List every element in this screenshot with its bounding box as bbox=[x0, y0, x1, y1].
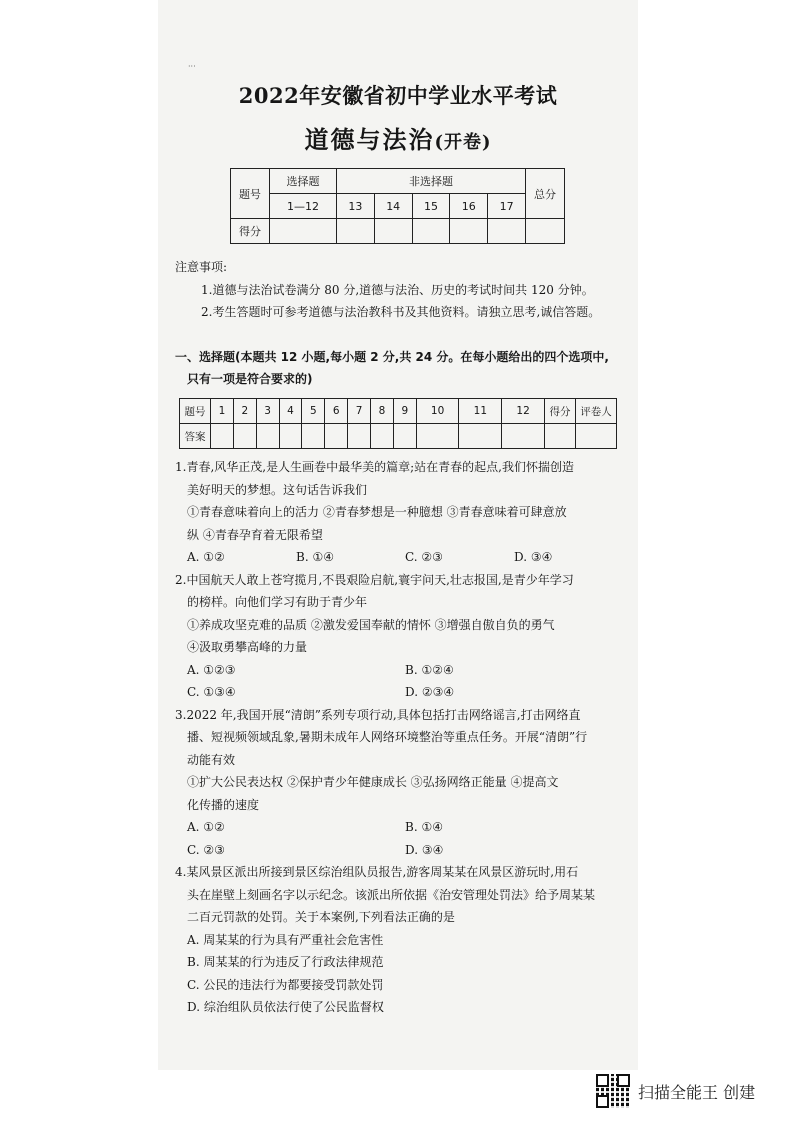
question-4 bbox=[175, 861, 623, 1019]
question-stem: 二百元罚款的处罚。关于本案例,下列看法正确的是 bbox=[187, 910, 455, 924]
score-cell bbox=[337, 219, 375, 244]
question-statements: ①青春意味着向上的活力 ②青春梦想是一种臆想 ③青春意味着可肆意放 bbox=[187, 505, 567, 519]
score-num: 13 bbox=[337, 194, 375, 219]
answer-num: 12 bbox=[502, 399, 545, 424]
answer-num: 10 bbox=[416, 399, 459, 424]
answer-cell bbox=[459, 424, 502, 449]
score-cell bbox=[412, 219, 450, 244]
answer-num: 6 bbox=[325, 399, 348, 424]
notes bbox=[175, 256, 623, 324]
note-item: 2.考生答题时可参考道德与法治教科书及其他资料。请独立思考,诚信答题。 bbox=[201, 305, 601, 319]
watermark-text: 扫描全能王 创建 bbox=[638, 1083, 756, 1102]
option-b: B. 周某某的行为违反了行政法律规范 bbox=[187, 955, 384, 969]
score-num: 14 bbox=[374, 194, 412, 219]
score-range: 1—12 bbox=[270, 194, 337, 219]
question-stem: 2.中国航天人敢上苍穹揽月,不畏艰险启航,寰宇问天,壮志报国,是青少年学习 bbox=[175, 572, 574, 587]
subject-note: (开卷) bbox=[434, 132, 492, 153]
question-options bbox=[175, 681, 623, 704]
score-cell bbox=[270, 219, 337, 244]
question-statements: 纵 ④青春孕育着无限希望 bbox=[187, 527, 323, 542]
answer-cell bbox=[325, 424, 348, 449]
answer-num: 4 bbox=[279, 399, 302, 424]
option-a: A. ①② bbox=[187, 550, 225, 564]
answer-header-defen: 得分 bbox=[545, 399, 576, 424]
option-c: C. ②③ bbox=[187, 842, 225, 857]
question-stem: 的榜样。向他们学习有助于青少年 bbox=[187, 595, 368, 609]
option-a: A. 周某某的行为具有严重社会危害性 bbox=[187, 932, 384, 947]
question-statements: ①养成攻坚克难的品质 ②激发爱国奉献的情怀 ③增强自傲自负的勇气 bbox=[187, 617, 555, 632]
exam-title: 2022年安徽省初中学业水平考试 bbox=[238, 83, 558, 108]
answer-cell bbox=[545, 424, 576, 449]
option-d: D. ②③④ bbox=[405, 685, 455, 699]
answer-cell bbox=[393, 424, 416, 449]
question-options bbox=[175, 659, 623, 682]
score-header-tihao: 题号 bbox=[231, 169, 270, 219]
answer-cell bbox=[256, 424, 279, 449]
score-cell bbox=[374, 219, 412, 244]
score-table bbox=[230, 168, 565, 244]
section-heading bbox=[175, 346, 623, 390]
score-cell bbox=[488, 219, 526, 244]
score-cell bbox=[450, 219, 488, 244]
answer-cell bbox=[233, 424, 256, 449]
option-c: C. 公民的违法行为都要接受罚款处罚 bbox=[187, 977, 384, 992]
scanner-watermark bbox=[596, 1070, 776, 1110]
question-1 bbox=[175, 456, 623, 569]
subject-title bbox=[158, 120, 638, 155]
question-stem: 播、短视频领域乱象,暑期未成年人网络环境整治等重点任务。开展“清朗”行 bbox=[187, 730, 588, 744]
score-defen-label: 得分 bbox=[231, 219, 270, 244]
answer-num: 5 bbox=[302, 399, 325, 424]
score-num: 15 bbox=[412, 194, 450, 219]
option-d: D. 综治组队员依法行使了公民监督权 bbox=[187, 1000, 384, 1014]
question-stem: 头在崖壁上刻画名字以示纪念。该派出所依据《治安管理处罚法》给予周某某 bbox=[187, 887, 596, 902]
answer-cell bbox=[211, 424, 234, 449]
option-b: B. ①④ bbox=[405, 820, 443, 834]
question-options bbox=[175, 839, 623, 862]
question-stem: 3.2022 年,我国开展“清朗”系列专项行动,具体包括打击网络谣言,打击网络直 bbox=[175, 707, 581, 722]
question-options bbox=[175, 816, 623, 839]
answer-cell bbox=[348, 424, 371, 449]
section-line: 只有一项是符合要求的) bbox=[187, 372, 313, 386]
answer-cell bbox=[416, 424, 459, 449]
question-options bbox=[175, 546, 623, 569]
answer-header-pingjuan: 评卷人 bbox=[576, 399, 617, 424]
answer-num: 11 bbox=[459, 399, 502, 424]
scan-mark: ··· bbox=[188, 62, 196, 71]
note-item: 1.道德与法治试卷满分 80 分,道德与法治、历史的考试时间共 120 分钟。 bbox=[201, 282, 594, 297]
answer-num: 8 bbox=[371, 399, 394, 424]
answer-header-tihao: 题号 bbox=[180, 399, 211, 424]
score-num: 17 bbox=[488, 194, 526, 219]
option-a: A. ①②③ bbox=[187, 662, 236, 677]
notes-heading: 注意事项: bbox=[175, 260, 228, 274]
qr-code-icon bbox=[596, 1074, 630, 1108]
answer-num: 9 bbox=[393, 399, 416, 424]
question-2 bbox=[175, 569, 623, 704]
answer-cell bbox=[576, 424, 617, 449]
option-a: A. ①② bbox=[187, 820, 225, 834]
option-c: C. ①③④ bbox=[187, 685, 236, 699]
answer-cell bbox=[302, 424, 325, 449]
question-stem: 动能有效 bbox=[187, 752, 236, 767]
answer-num: 7 bbox=[348, 399, 371, 424]
answer-num: 3 bbox=[256, 399, 279, 424]
question-stem: 美好明天的梦想。这句话告诉我们 bbox=[187, 482, 368, 497]
score-header-nonchoice: 非选择题 bbox=[337, 169, 526, 194]
option-c: C. ②③ bbox=[405, 550, 443, 564]
questions bbox=[175, 456, 623, 1019]
option-d: D. ③④ bbox=[514, 550, 553, 564]
option-b: B. ①④ bbox=[296, 550, 334, 564]
score-header-choice: 选择题 bbox=[270, 169, 337, 194]
answer-table bbox=[179, 398, 617, 449]
answer-cell bbox=[279, 424, 302, 449]
answer-cell bbox=[502, 424, 545, 449]
question-stem: 4.某风景区派出所接到景区综治组队员报告,游客周某某在风景区游玩时,用石 bbox=[175, 865, 579, 879]
answer-header-daan: 答案 bbox=[180, 424, 211, 449]
question-statements: ④汲取勇攀高峰的力量 bbox=[187, 640, 308, 654]
answer-cell bbox=[371, 424, 394, 449]
question-stem: 1.青春,风华正茂,是人生画卷中最华美的篇章;站在青春的起点,我们怀揣创造 bbox=[175, 460, 574, 474]
score-header-total: 总分 bbox=[526, 169, 565, 219]
score-num: 16 bbox=[450, 194, 488, 219]
answer-num: 2 bbox=[233, 399, 256, 424]
score-cell bbox=[526, 219, 565, 244]
section-line: 一、选择题(本题共 12 小题,每小题 2 分,共 24 分。在每小题给出的四个选项中, bbox=[175, 350, 609, 364]
question-statements: 化传播的速度 bbox=[187, 797, 260, 812]
question-3 bbox=[175, 704, 623, 862]
option-d: D. ③④ bbox=[405, 842, 444, 857]
subject-name: 道德与法治 bbox=[304, 125, 435, 154]
question-statements: ①扩大公民表达权 ②保护青少年健康成长 ③弘扬网络正能量 ④提高文 bbox=[187, 775, 559, 789]
answer-num: 1 bbox=[211, 399, 234, 424]
option-b: B. ①②④ bbox=[405, 662, 454, 677]
